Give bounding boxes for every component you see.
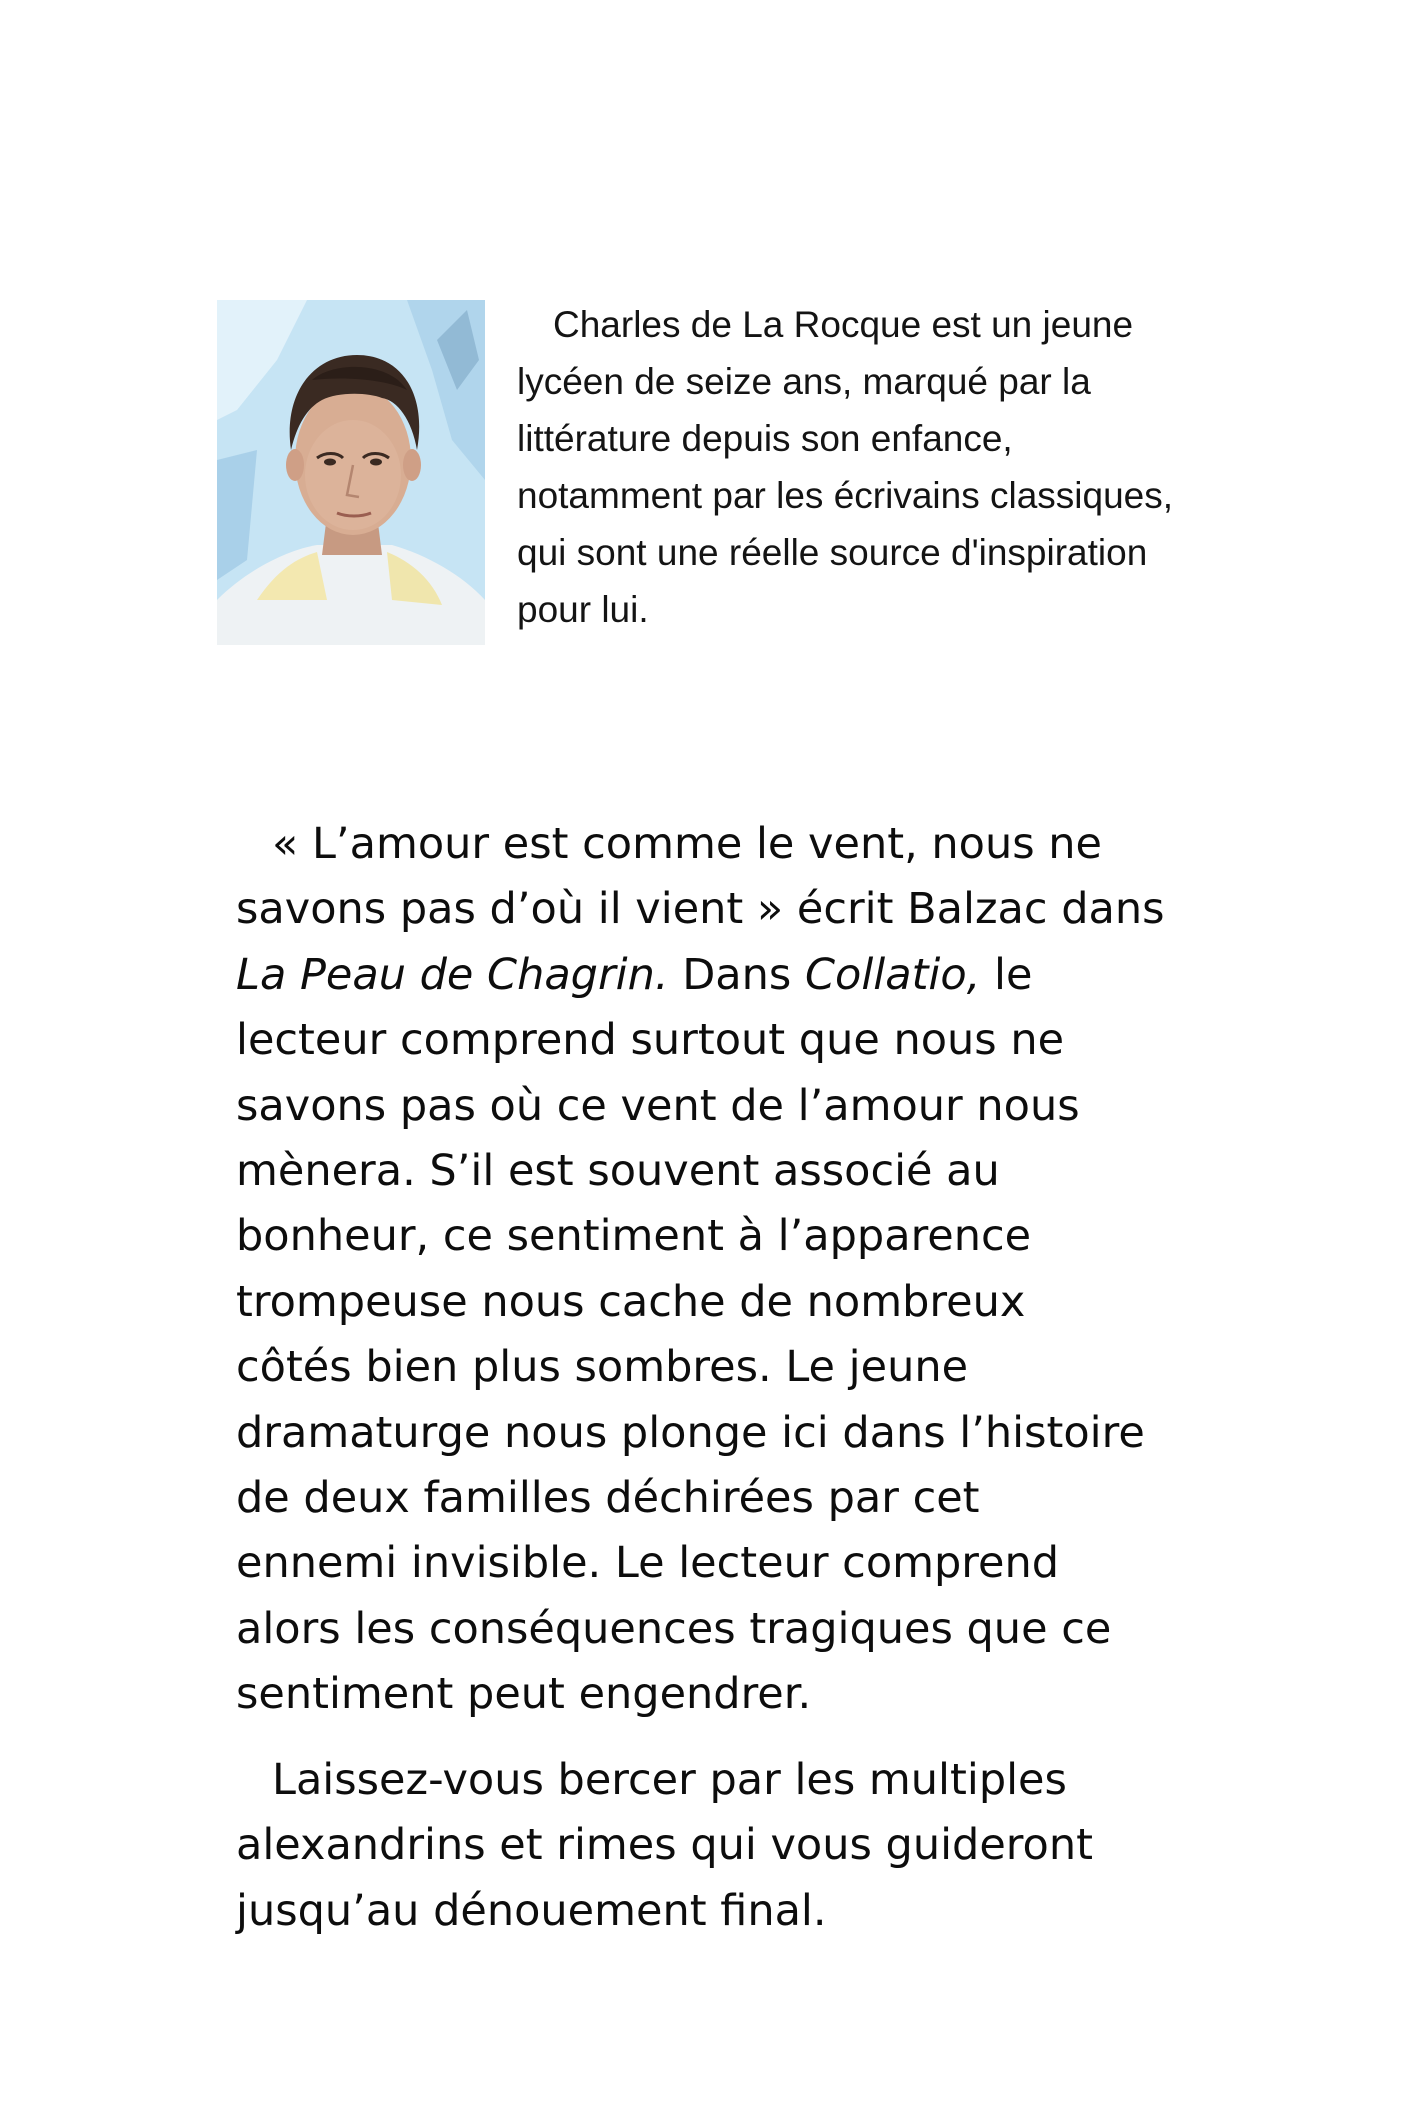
review-line: lecteur comprend surtout que nous ne (236, 1015, 1065, 1066)
review-line: bonheur, ce sentiment à l’apparence (236, 1211, 1032, 1262)
book-title-balzac: La Peau de Chagrin. (236, 949, 669, 1000)
review-line: dramaturge nous plonge ici dans l’histoire (236, 1407, 1145, 1458)
book-title-collatio: Collatio, (805, 949, 981, 1000)
review-line: sentiment peut engendrer. (236, 1669, 812, 1720)
review-line: ennemi invisible. Le lecteur comprend (236, 1538, 1060, 1589)
review-line: savons pas où ce vent de l’amour nous (236, 1080, 1080, 1131)
author-bio-line: qui sont une réelle source d'inspiration (517, 532, 1148, 573)
review-line-titles (236, 943, 1236, 1008)
review-paragraph-2 (236, 1748, 1236, 1944)
author-block (217, 296, 1217, 646)
author-bio-line: Charles de La Rocque est un jeune (553, 304, 1134, 345)
review-text: le (980, 949, 1033, 1000)
review-paragraph-1 (236, 812, 1236, 1728)
review-line: alors les conséquences tragiques que ce (236, 1603, 1112, 1654)
review-line: mènera. S’il est souvent associé au (236, 1146, 1000, 1197)
review-line: de deux familles déchirées par cet (236, 1473, 980, 1524)
author-bio-line: lycéen de seize ans, marqué par la (517, 361, 1091, 402)
review-line: jusqu’au dénouement final. (236, 1885, 827, 1936)
author-portrait (217, 300, 485, 645)
review-line: trompeuse nous cache de nombreux (236, 1276, 1026, 1327)
author-bio (517, 296, 1237, 638)
author-photo (217, 300, 485, 645)
review-line: alexandrins et rimes qui vous guideront (236, 1820, 1093, 1871)
author-bio-line: littérature depuis son enfance, (517, 418, 1013, 459)
review-line: « L’amour est comme le vent, nous ne (272, 819, 1102, 869)
review-text: Dans (668, 949, 805, 1000)
book-review (236, 812, 1236, 1944)
review-line: Laissez-vous bercer par les multiples (272, 1754, 1067, 1805)
author-bio-line: notamment par les écrivains classiques, (517, 475, 1174, 516)
review-line: côtés bien plus sombres. Le jeune (236, 1342, 969, 1393)
review-line: savons pas d’où il vient » écrit Balzac dans (236, 884, 1165, 935)
author-bio-line: pour lui. (517, 589, 649, 630)
